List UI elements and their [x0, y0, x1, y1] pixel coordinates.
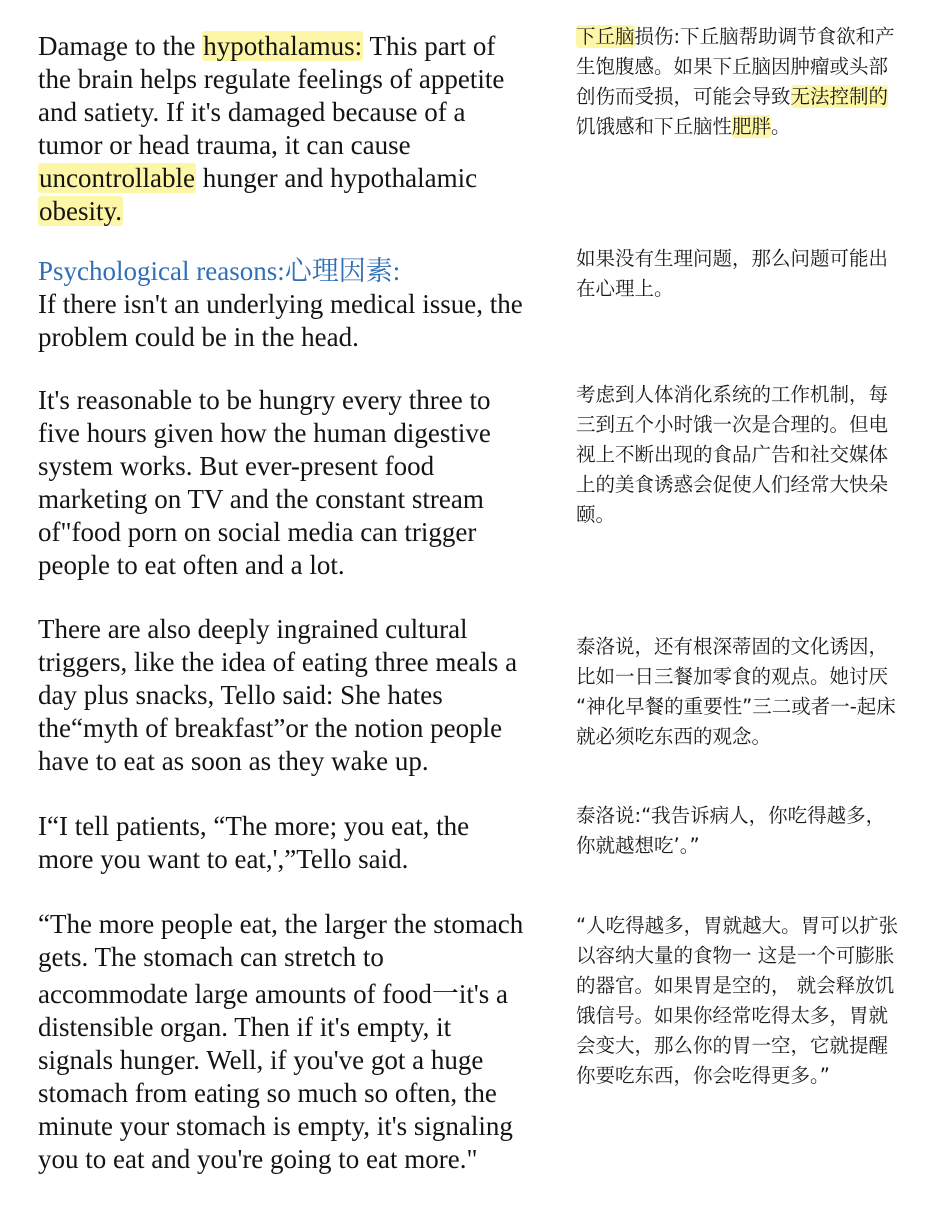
text: Damage to the [38, 31, 203, 61]
paragraph-psychological-en [38, 255, 558, 354]
text-line: you to eat and you're going to eat more." [38, 1144, 478, 1174]
text-line: 你就越想吃’。” [576, 834, 700, 857]
section-heading: Psychological reasons:心理因素 [38, 256, 393, 286]
text-line: 上的美食诱惑会促使人们经常大快朵 [576, 473, 889, 496]
highlight-uncontrollable: uncontrollable [39, 163, 195, 193]
text-line: 颐。 [576, 503, 616, 526]
paragraph-stomach-en [38, 908, 558, 1176]
text-line: system works. But ever-present food [38, 451, 435, 481]
text-line: 以容纳大量的食物一 这是一个可膨胀 [576, 944, 895, 967]
text-line: 生饱腹感。如果下丘脑因肿瘤或头部 [576, 55, 889, 78]
text-line: 三到五个小时饿一次是合理的。但电 [576, 413, 889, 436]
text-line: distensible organ. Then if it's empty, it [38, 1012, 452, 1042]
paragraph-cultural-zh [576, 632, 936, 752]
text-line: people to eat often and a lot. [38, 550, 345, 580]
text-line: 泰洛说，还有根深蒂固的文化诱因， [576, 635, 889, 658]
paragraph-cultural-en [38, 613, 558, 778]
text-line: stomach from eating so much so often, the [38, 1078, 497, 1108]
text-line: 你要吃东西，你会吃得更多。” [576, 1064, 830, 1087]
text-line: have to eat as soon as they wake up. [38, 746, 429, 776]
paragraph-psychological-zh [576, 244, 936, 304]
highlight-zh-obesity: 肥胖 [732, 115, 772, 138]
highlight-zh-hypothalamus: 下丘脑 [576, 25, 635, 48]
text-line: marketing on TV and the constant stream [38, 484, 484, 514]
paragraph-hypothalamus-zh [576, 22, 936, 142]
text-line: 如果没有生理问题，那么问题可能出 [576, 247, 889, 270]
text-line: “人吃得越多，胃就越大。胃可以扩张 [576, 914, 899, 937]
text-line: 视上不断出现的食品广告和社交媒体 [576, 443, 889, 466]
highlight-obesity: obesity. [39, 196, 122, 226]
text-line: minute your stomach is empty, it's signaling [38, 1111, 513, 1141]
heading-colon: : [392, 256, 401, 286]
text: 饥饿感和下丘脑性 [576, 115, 733, 138]
text-line: and satiety. If it's damaged because of a [38, 97, 466, 127]
text-line: day plus snacks, Tello said: She hates [38, 680, 443, 710]
text-line: If there isn't an underlying medical issue, the [38, 289, 523, 319]
text-line: more you want to eat,',”Tello said. [38, 844, 409, 874]
text-line: It's reasonable to be hungry every three to [38, 385, 491, 415]
text-line: “神化早餐的重要性”三二或者一-起床 [576, 695, 896, 718]
text-line: of"food porn on social media can trigger [38, 517, 477, 547]
text-line: 考虑到人体消化系统的工作机制，每 [576, 383, 889, 406]
text-line: signals hunger. Well, if you've got a huge [38, 1045, 484, 1075]
highlight-hypothalamus: hypothalamus: [203, 31, 363, 61]
paragraph-stomach-zh [576, 911, 936, 1091]
text: hunger and hypothalamic [195, 163, 478, 193]
paragraph-digestive-zh [576, 380, 936, 530]
text-line: 会变大，那么你的胃一空，它就提醒 [576, 1034, 889, 1057]
paragraph-digestive-en [38, 384, 558, 582]
text-line: gets. The stomach can stretch to [38, 942, 384, 972]
text-line: triggers, like the idea of eating three meals a [38, 647, 518, 677]
text-line: five hours given how the human digestive [38, 418, 491, 448]
text-line: 在心理上。 [576, 277, 674, 300]
text-line: 泰洛说:“我告诉病人，你吃得越多， [576, 804, 886, 827]
text-line: the brain helps regulate feelings of appetite [38, 64, 505, 94]
text-line: “The more people eat, the larger the stomach [38, 909, 524, 939]
text-line: 的器官。如果胃是空的， 就会释放饥 [576, 974, 895, 997]
text-line: the“myth of breakfast”or the notion people [38, 713, 503, 743]
text-line: 就必须吃东西的观念。 [576, 725, 772, 748]
text-line: accommodate large amounts of food一it's a [38, 979, 508, 1009]
paragraph-hypothalamus-en [38, 30, 558, 228]
text: 创伤而受损，可能会导致 [576, 85, 791, 108]
text-line: problem could be in the head. [38, 322, 359, 352]
text: 损伤:下丘脑帮助调节食欲和产 [634, 25, 895, 48]
highlight-zh-uncontrollable: 无法控制的 [790, 85, 889, 108]
text-line: I“I tell patients, “The more; you eat, the [38, 811, 470, 841]
text-line: tumor or head trauma, it can cause [38, 130, 411, 160]
paragraph-tell-patients-en [38, 810, 558, 876]
paragraph-tell-patients-zh [576, 801, 936, 861]
text-line: There are also deeply ingrained cultural [38, 614, 468, 644]
text-line: 比如一日三餐加零食的观点。她讨厌 [576, 665, 889, 688]
text-line: 饿信号。如果你经常吃得太多，胃就 [576, 1004, 889, 1027]
text: 。 [771, 115, 791, 138]
text: This part of [363, 31, 496, 61]
